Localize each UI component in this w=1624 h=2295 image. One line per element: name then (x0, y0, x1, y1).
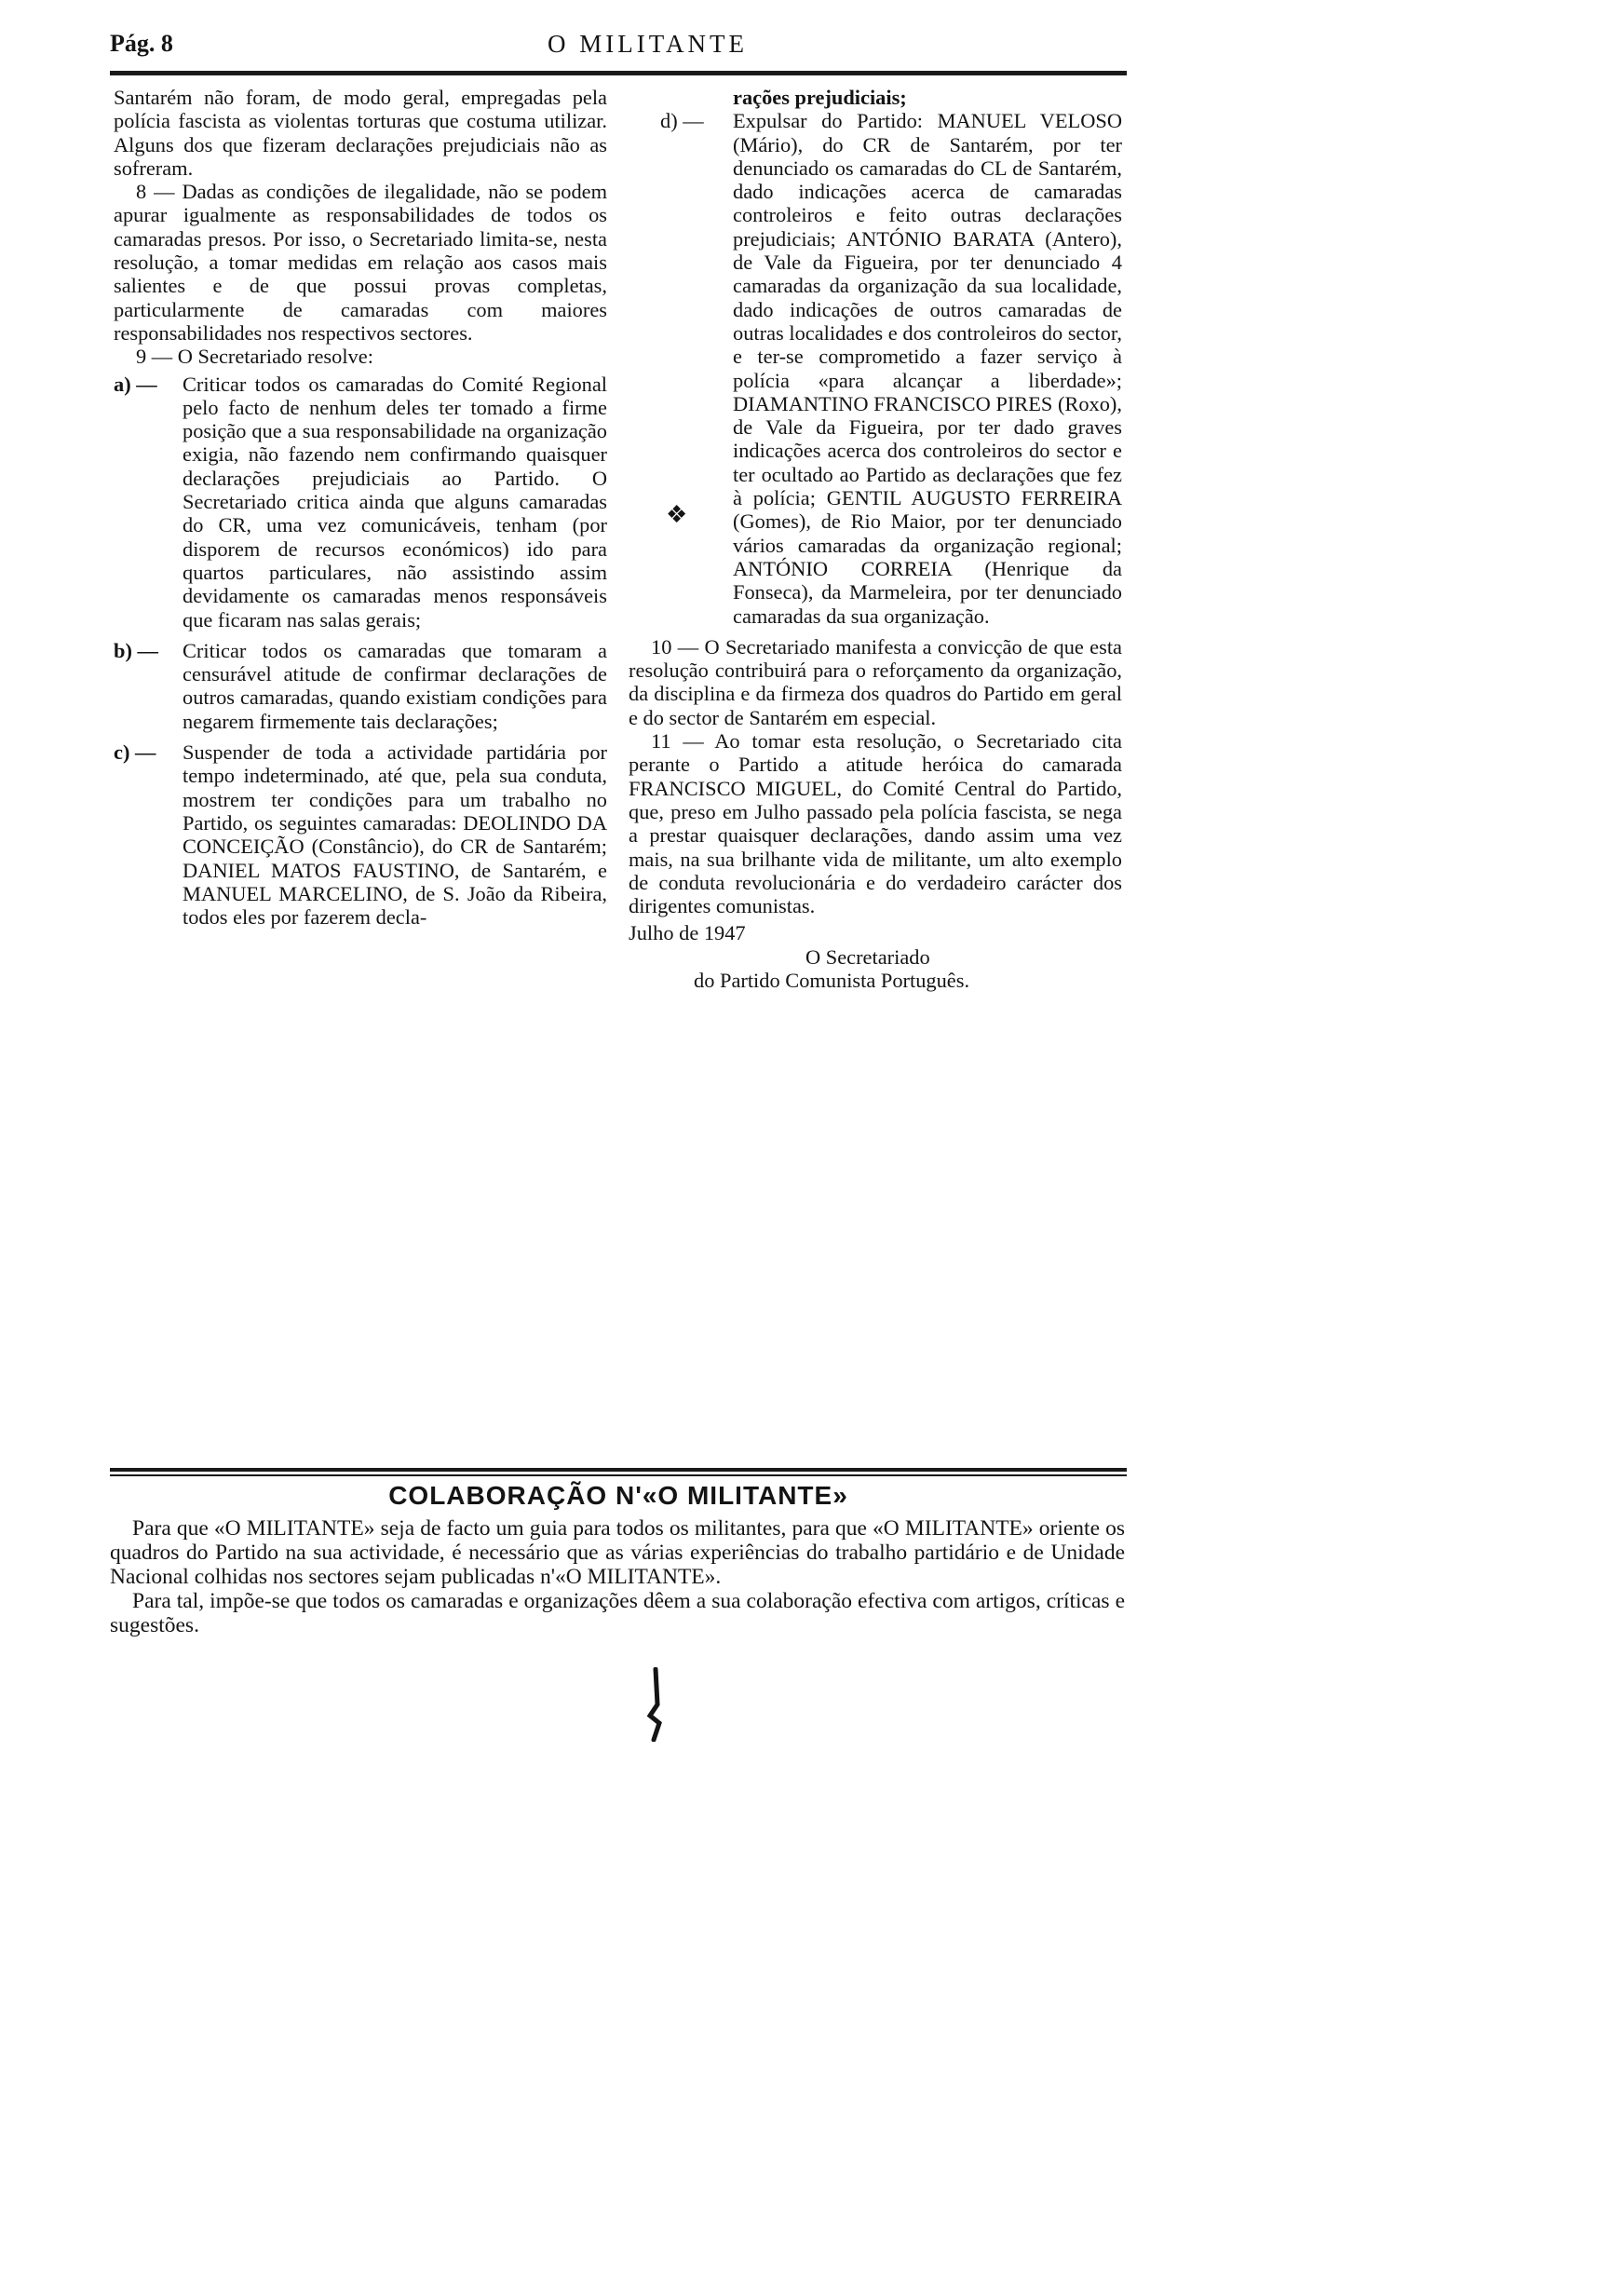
masthead-title: O MILITANTE (548, 30, 749, 58)
item-c-text: Suspender de toda a actividade partidária por tempo indeterminado, até que, pela sua conduta, mostrem ter condições para um trabalho no Partido, os seguintes camaradas: DEOLINDO DA CONCEIÇÃO (Constâncio), do CR de Santarém; DANIEL MATOS FAUSTINO, de Santarém, e MANUEL MARCELINO, de S. João da Ribeira, todos eles por fazerem decla- (183, 740, 607, 930)
signature-line-1: O Secretariado (805, 944, 930, 969)
resolution-item-c (114, 740, 607, 929)
item-d-text: Expulsar do Partido: MANUEL VELOSO (Mário), do CR de Santarém, por ter denunciado os camaradas do CL de Santarém, dado indicações acerca de camaradas controleiros e feito outras declarações prejudiciais; ANTÓNIO BARATA (Antero), de Vale da Figueira, por ter denunciado 4 camaradas da organização da sua localidade, dado indicações de outros camaradas de outras localidades e dos controleiros do sector, e ter-se comprometido a fazer serviço à polícia «para alcançar a liberdade»; DIAMANTINO FRANCISCO PIRES (Roxo), de Vale da Figueira, por ter dado graves indicações acerca dos controleiros do sector e ter ocultado ao Partido as declarações que fez à polícia; GENTIL AUGUSTO FERREIRA (Gomes), de Rio Maior, por ter denunciado vários camaradas da organização regional; ANTÓNIO CORREIA (Henrique da Fonseca), da Marmeleira, por ter denunciado camaradas da sua organização. (733, 109, 1122, 628)
paragraph-9: 9 — O Secretariado resolve: (136, 345, 373, 369)
item-b-text: Criticar todos os camaradas que tomaram a censurável atitude de confirmar declarações de outros camaradas, quando existiam condições para negarem firmemente tais declarações; (183, 638, 607, 733)
paragraph-7-continuation: Santarém não foram, de modo geral, empregadas pela polícia fascista as violentas torturas que costuma utilizar. Alguns dos que fizeram declarações prejudiciais não as sofreram. (114, 86, 607, 180)
paragraph-11: 11 — Ao tomar esta resolução, o Secretariado cita perante o Partido a atitude heróica do camarada FRANCISCO MIGUEL, do Comité Central do Partido, que, preso em Julho passado pela polícia fascista, se nega a prestar quaisquer declarações, dando assim uma vez mais, na sua brilhante vida de militante, um alto exemplo de conduta revolucionária e do verdadeiro carácter dos dirigentes comunistas. (629, 729, 1122, 918)
left-column (114, 86, 607, 936)
item-d-marker: d) — (660, 109, 704, 133)
box-paragraph-1: Para que «O MILITANTE» seja de facto um guia para todos os militantes, para que «O MILITANTE» oriente os quadros do Partido na sua actividade, é necessário que as várias experiências do trabalho partidário e de Unidade Nacional colhidas nos sectores sejam publicadas n'«O MILITANTE». (110, 1516, 1125, 1589)
resolution-item-b (114, 639, 607, 733)
paragraph-8: 8 — Dadas as condições de ilegalidade, não se podem apurar igualmente as responsabilidades de todos os camaradas presos. Por isso, o Secretariado limita-se, nesta resolução, a tomar medidas em relação aos casos mais salientes e de que possui provas completas, particularmente de camaradas com maiores responsabilidades nos respectivos sectores. (114, 180, 607, 345)
box-paragraph-2: Para tal, impõe-se que todos os camaradas e organizações dêem a sua colaboração efectiva com artigos, críticas e sugestões. (110, 1589, 1125, 1637)
collaboration-box (110, 1516, 1125, 1637)
resolution-item-a (114, 373, 607, 631)
section-rule (110, 1468, 1127, 1472)
paragraph-10: 10 — O Secretariado manifesta a convicção de que esta resolução contribuirá para o reforçamento da organização, da disciplina e da firmeza dos quadros do Partido em geral e do sector de Santarém em especial. (629, 634, 1122, 729)
box-title: COLABORAÇÃO N'«O MILITANTE» (388, 1481, 848, 1510)
right-column (629, 86, 1122, 992)
signature-line-2: do Partido Comunista Português. (694, 968, 970, 992)
page-number: Pág. 8 (110, 30, 173, 57)
diamond-ornament-icon: ❖ (666, 501, 688, 528)
signature-date: Julho de 1947 (629, 921, 746, 945)
item-a-marker: a) — (114, 372, 157, 396)
page-header (110, 26, 1116, 63)
item-c-continuation: rações prejudiciais; (733, 86, 907, 109)
resolution-item-d (629, 109, 1122, 628)
ink-mark-icon (643, 1667, 670, 1742)
section-rule-thin (110, 1474, 1127, 1476)
header-rule (110, 71, 1127, 75)
item-c-marker: c) — (114, 740, 156, 765)
item-a-text: Criticar todos os camaradas do Comité Regional pelo facto de nenhum deles ter tomado a firme posição que a sua responsabilidade na organização exigia, não fazendo nem confirmando quaisquer declarações prejudiciais ao Partido. O Secretariado critica ainda que alguns camaradas do CR, uma vez comunicáveis, tenham (por disporem de recursos económicos) ido para quartos particulares, não assistindo assim devidamente os camaradas menos responsáveis que ficaram nas salas gerais; (183, 372, 607, 631)
signature-block (629, 921, 1122, 992)
item-b-marker: b) — (114, 638, 158, 662)
